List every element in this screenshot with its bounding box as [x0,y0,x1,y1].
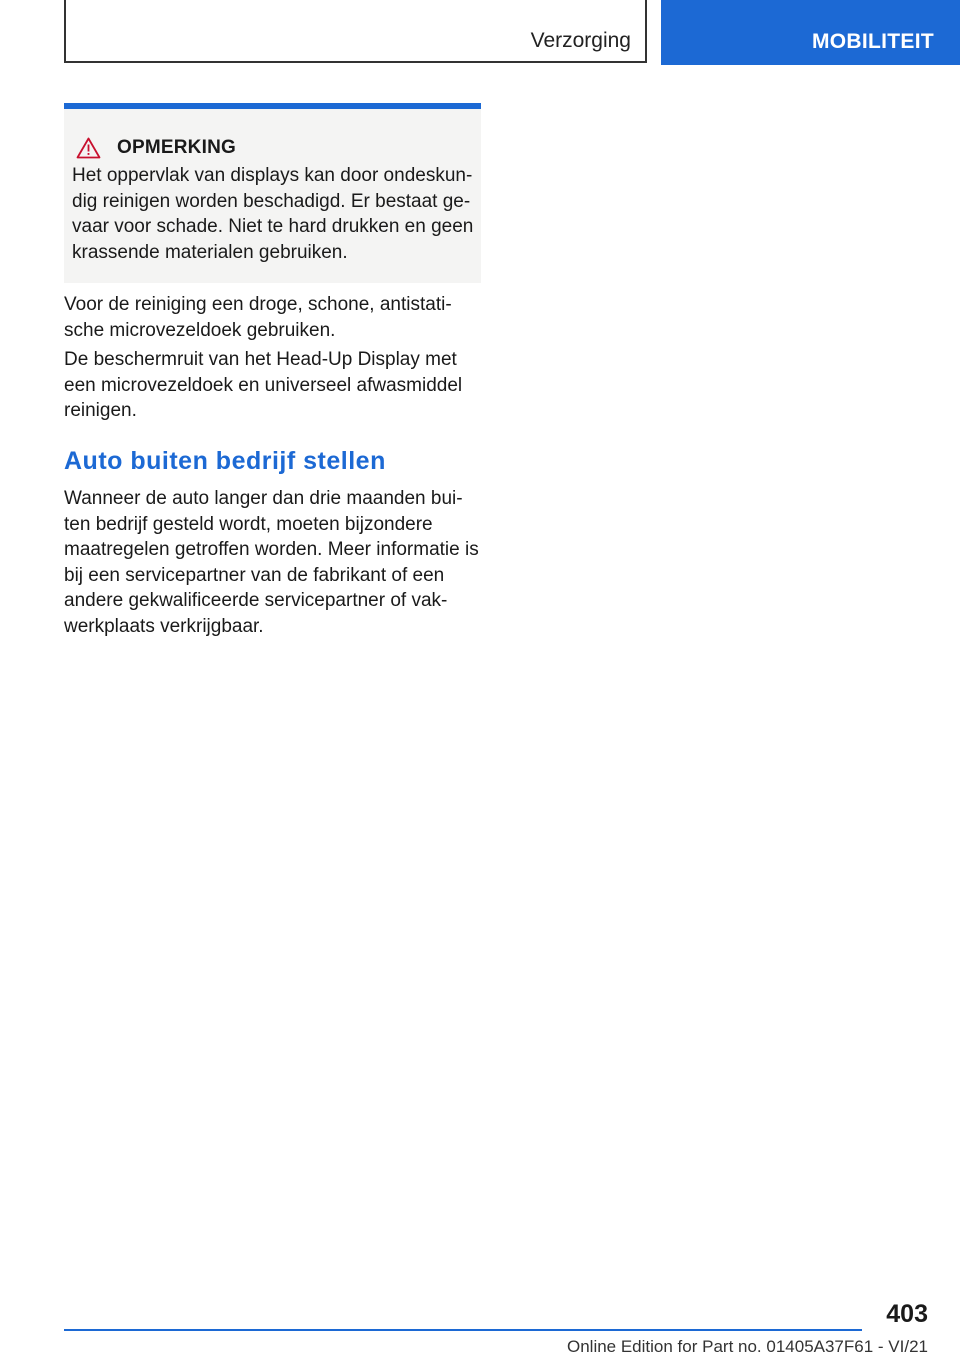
footer-edition-text: Online Edition for Part no. 01405A37F61 - VI/21 [566,1337,928,1356]
notice-title: OPMERKING [117,137,236,158]
notice-header [74,135,236,161]
page-number: 403 [886,1300,928,1328]
footer-divider [64,1329,862,1331]
notice-body: Het oppervlak van displays kan door ondeskundig reinigen worden beschadigd. Er bestaat gevaar voor schade. Niet te hard drukken en geen krassende materialen gebruiken. [72,165,474,263]
warning-triangle-icon [76,137,101,159]
paragraph-cleaning-cloth: Voor de reiniging een droge, schone, antistatische microvezeldoek gebruiken. [64,294,452,341]
header-section-box [64,0,647,63]
section-title: Auto buiten bedrijf stellen [64,447,386,475]
paragraph-storage: Wanneer de auto langer dan drie maanden buiten bedrijf gesteld wordt, moeten bijzondere maatregelen getroffen worden. Meer informatie is bij een servicepartner van de fabrikant of een andere gekwalificeerde servicepartner of vakwerkplaats verkrijgbaar. [64,488,479,637]
paragraph-head-up-display: De beschermruit van het Head-Up Display met een microvezeldoek en universeel afwasmiddel reinigen. [64,349,463,421]
header-section-title: Verzorging [530,29,631,52]
header-chapter-tab[interactable]: MOBILITEIT [661,0,960,65]
notice-box [64,103,481,283]
